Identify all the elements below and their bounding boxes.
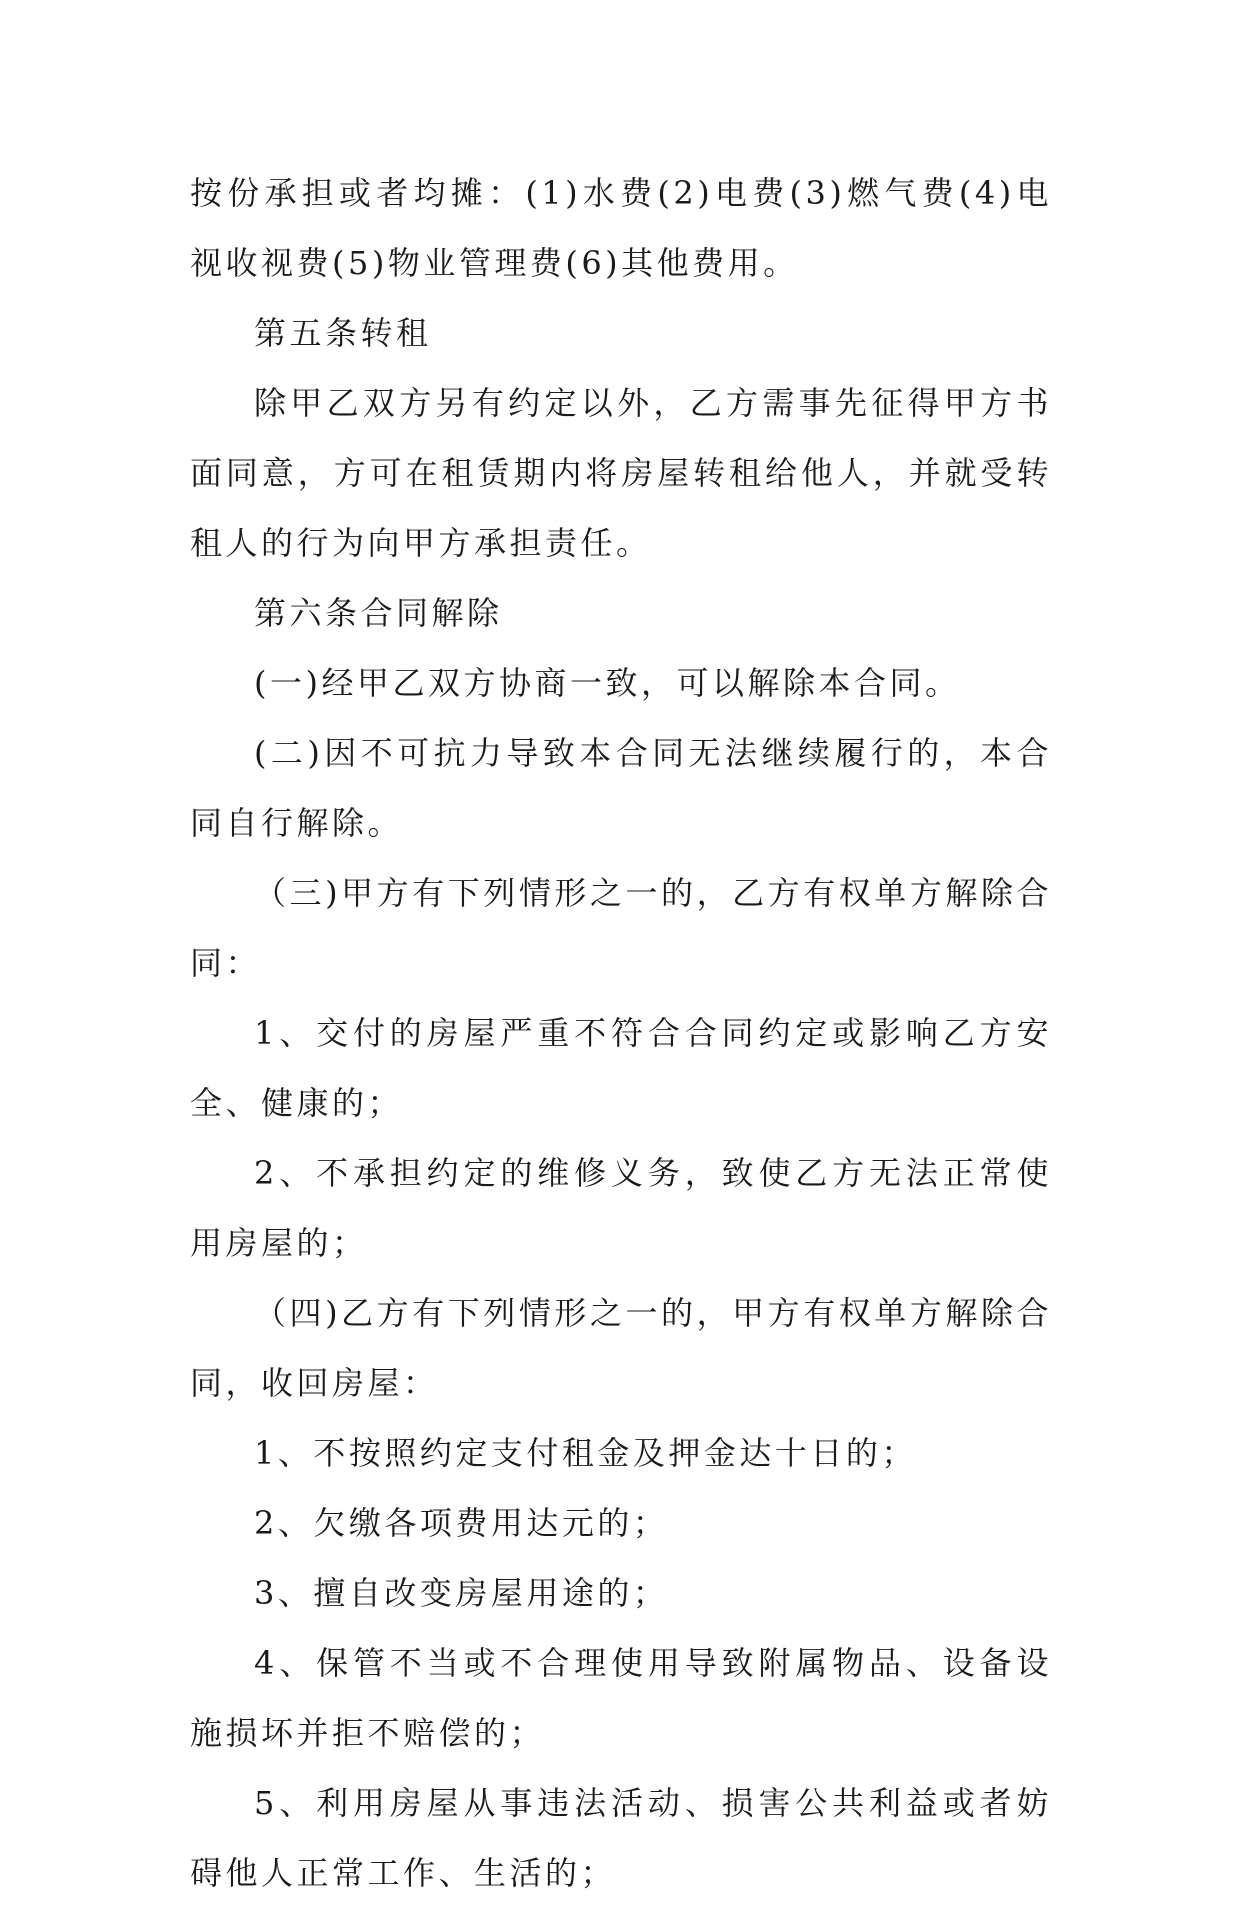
clause-4-item-5: 5、利用房屋从事违法活动、损害公共利益或者妨碍他人正常工作、生活的； xyxy=(190,1784,1052,1892)
clause-3-item-2: 2、不承担约定的维修义务，致使乙方无法正常使用房屋的； xyxy=(190,1154,1052,1262)
clause-4-item-2: 2、欠缴各项费用达元的； xyxy=(254,1504,669,1542)
clause-1-paragraph: (一)经甲乙双方协商一致，可以解除本合同。 xyxy=(254,664,961,702)
article-5-paragraph: 除甲乙双方另有约定以外，乙方需事先征得甲方书面同意，方可在租赁期内将房屋转租给他人，并就受转租人的行为向甲方承担责任。 xyxy=(190,384,1052,562)
fees-paragraph: 按份承担或者均摊：(1)水费(2)电费(3)燃气费(4)电视收视费(5)物业管理费(6)其他费用。 xyxy=(190,174,1052,282)
clause-4-item-3: 3、擅自改变房屋用途的； xyxy=(254,1574,669,1612)
clause-4-item-1: 1、不按照约定支付租金及押金达十日的； xyxy=(254,1434,917,1472)
clause-2-paragraph: (二)因不可抗力导致本合同无法继续履行的，本合同自行解除。 xyxy=(190,734,1052,842)
clause-3-item-1: 1、交付的房屋严重不符合合同约定或影响乙方安全、健康的； xyxy=(190,1014,1052,1122)
clause-4-paragraph: （四)乙方有下列情形之一的，甲方有权单方解除合同，收回房屋： xyxy=(190,1294,1052,1402)
article-6-heading: 第六条合同解除 xyxy=(254,594,503,632)
clause-3-paragraph: （三)甲方有下列情形之一的，乙方有权单方解除合同： xyxy=(190,874,1052,982)
article-5-heading: 第五条转租 xyxy=(254,314,432,352)
document-body xyxy=(190,158,1052,1908)
clause-4-item-4: 4、保管不当或不合理使用导致附属物品、设备设施损坏并拒不赔偿的； xyxy=(190,1644,1052,1752)
